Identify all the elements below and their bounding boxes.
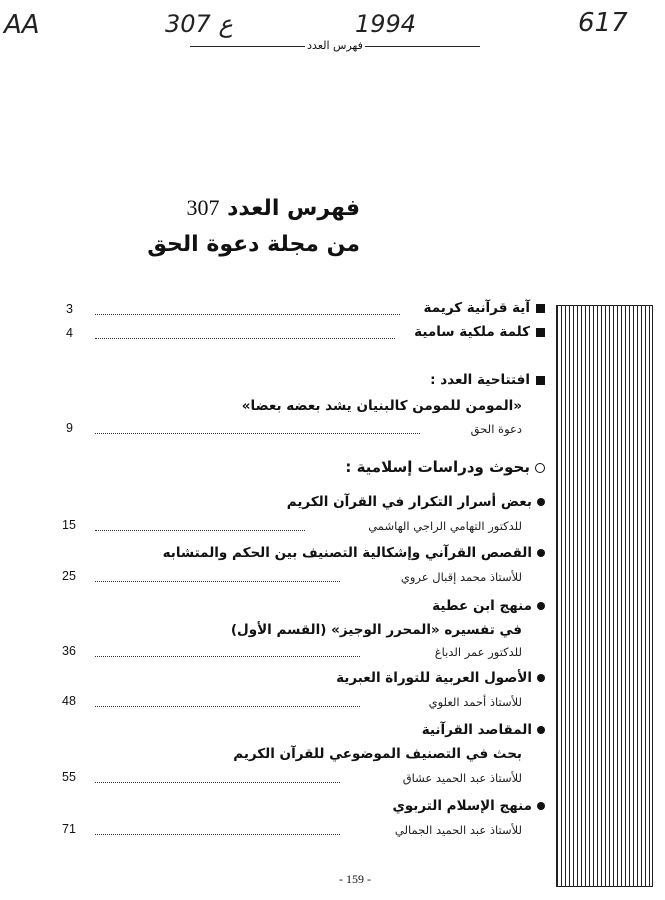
square-bullet-icon: [536, 328, 545, 337]
toc-entry-author: دعوة الحق: [470, 422, 522, 436]
section-heading: بحوث ودراسات إسلامية :: [300, 458, 545, 476]
toc-entry-title: منهج الإسلام التربوي: [300, 798, 545, 814]
header-rule-left: [190, 46, 305, 47]
toc-page-number: 3: [66, 302, 73, 316]
footer-page-number: - 159 -: [339, 872, 371, 886]
toc-entry-subtitle: بحث في التصنيف الموضوعي للقرآن الكريم: [233, 746, 522, 762]
toc-entry-title: منهج ابن عطية: [300, 598, 545, 614]
leader-dots: [95, 834, 340, 835]
square-bullet-icon: [536, 304, 545, 313]
toc-page-number: 4: [66, 326, 73, 340]
toc-entry-title: كلمة ملكية سامية: [300, 324, 545, 340]
toc-page-number: 25: [62, 569, 76, 583]
toc-entry-title: افتتاحية العدد :: [300, 372, 545, 388]
toc-page-number: 9: [66, 421, 73, 435]
toc-page-number: 48: [62, 694, 76, 708]
leader-dots: [95, 782, 340, 783]
leader-dots: [95, 314, 400, 315]
bullet-icon: [537, 549, 545, 557]
leader-dots: [95, 530, 305, 531]
handwritten-left-code: AA: [4, 10, 40, 40]
title-text: فهرس العدد: [227, 196, 360, 221]
toc-entry-author: للأستاذ عبد الحميد عشاق: [402, 771, 522, 785]
toc-page-number: 15: [62, 518, 76, 532]
running-head: فهرس العدد: [307, 39, 363, 52]
toc-page-number: 71: [62, 822, 76, 836]
toc-entry-author: للأستاذ محمد إقبال عروي: [400, 570, 522, 584]
toc-page-number: 36: [62, 644, 76, 658]
page-subtitle: من مجلة دعوة الحق: [147, 232, 360, 257]
toc-entry-title: بعض أسرار التكرار في القرآن الكريم: [150, 494, 545, 510]
leader-dots: [95, 338, 395, 339]
bullet-icon: [537, 726, 545, 734]
toc-entry-author: للدكتور عمر الدباغ: [434, 645, 522, 659]
leader-dots: [95, 706, 360, 707]
toc-entry-title: القصص القرآني وإشكالية التصنيف بين الحكم والمتشابه: [100, 545, 545, 561]
square-bullet-icon: [536, 376, 545, 385]
toc-entry-title: المقاصد القرآنية: [300, 722, 545, 738]
leader-dots: [95, 581, 340, 582]
bullet-icon: [537, 802, 545, 810]
header-rule-right: [365, 46, 480, 47]
leader-dots: [95, 433, 420, 434]
toc-entry-subtitle: «المومن للمومن كالبنيان يشد بعضه بعضا»: [241, 398, 522, 414]
bullet-icon: [537, 498, 545, 506]
page-title: [150, 195, 360, 221]
toc-page-number: 55: [62, 770, 76, 784]
toc-entry-subtitle: في تفسيره «المحرر الوجيز» (القسم الأول): [230, 622, 522, 638]
bullet-icon: [537, 602, 545, 610]
handwritten-right-code: 617: [578, 8, 628, 38]
decorative-stripes: [556, 305, 653, 887]
toc-entry-author: للأستاذ أحمد العلوي: [428, 695, 522, 709]
toc-entry-title: آية قرآنية كريمة: [300, 300, 545, 316]
toc-entry-author: للدكتور التهامي الراجي الهاشمي: [368, 519, 522, 533]
handwritten-year: 1994: [355, 10, 417, 38]
toc-entry-author: للأستاذ عبد الحميد الجمالي: [394, 823, 522, 837]
bullet-icon: [537, 674, 545, 682]
leader-dots: [95, 656, 360, 657]
issue-number: 307: [186, 195, 220, 220]
circle-bullet-icon: [535, 463, 545, 473]
toc-entry-title: الأصول العربية للتوراة العبرية: [250, 670, 545, 686]
handwritten-issue-code: 307 ع: [165, 10, 233, 38]
